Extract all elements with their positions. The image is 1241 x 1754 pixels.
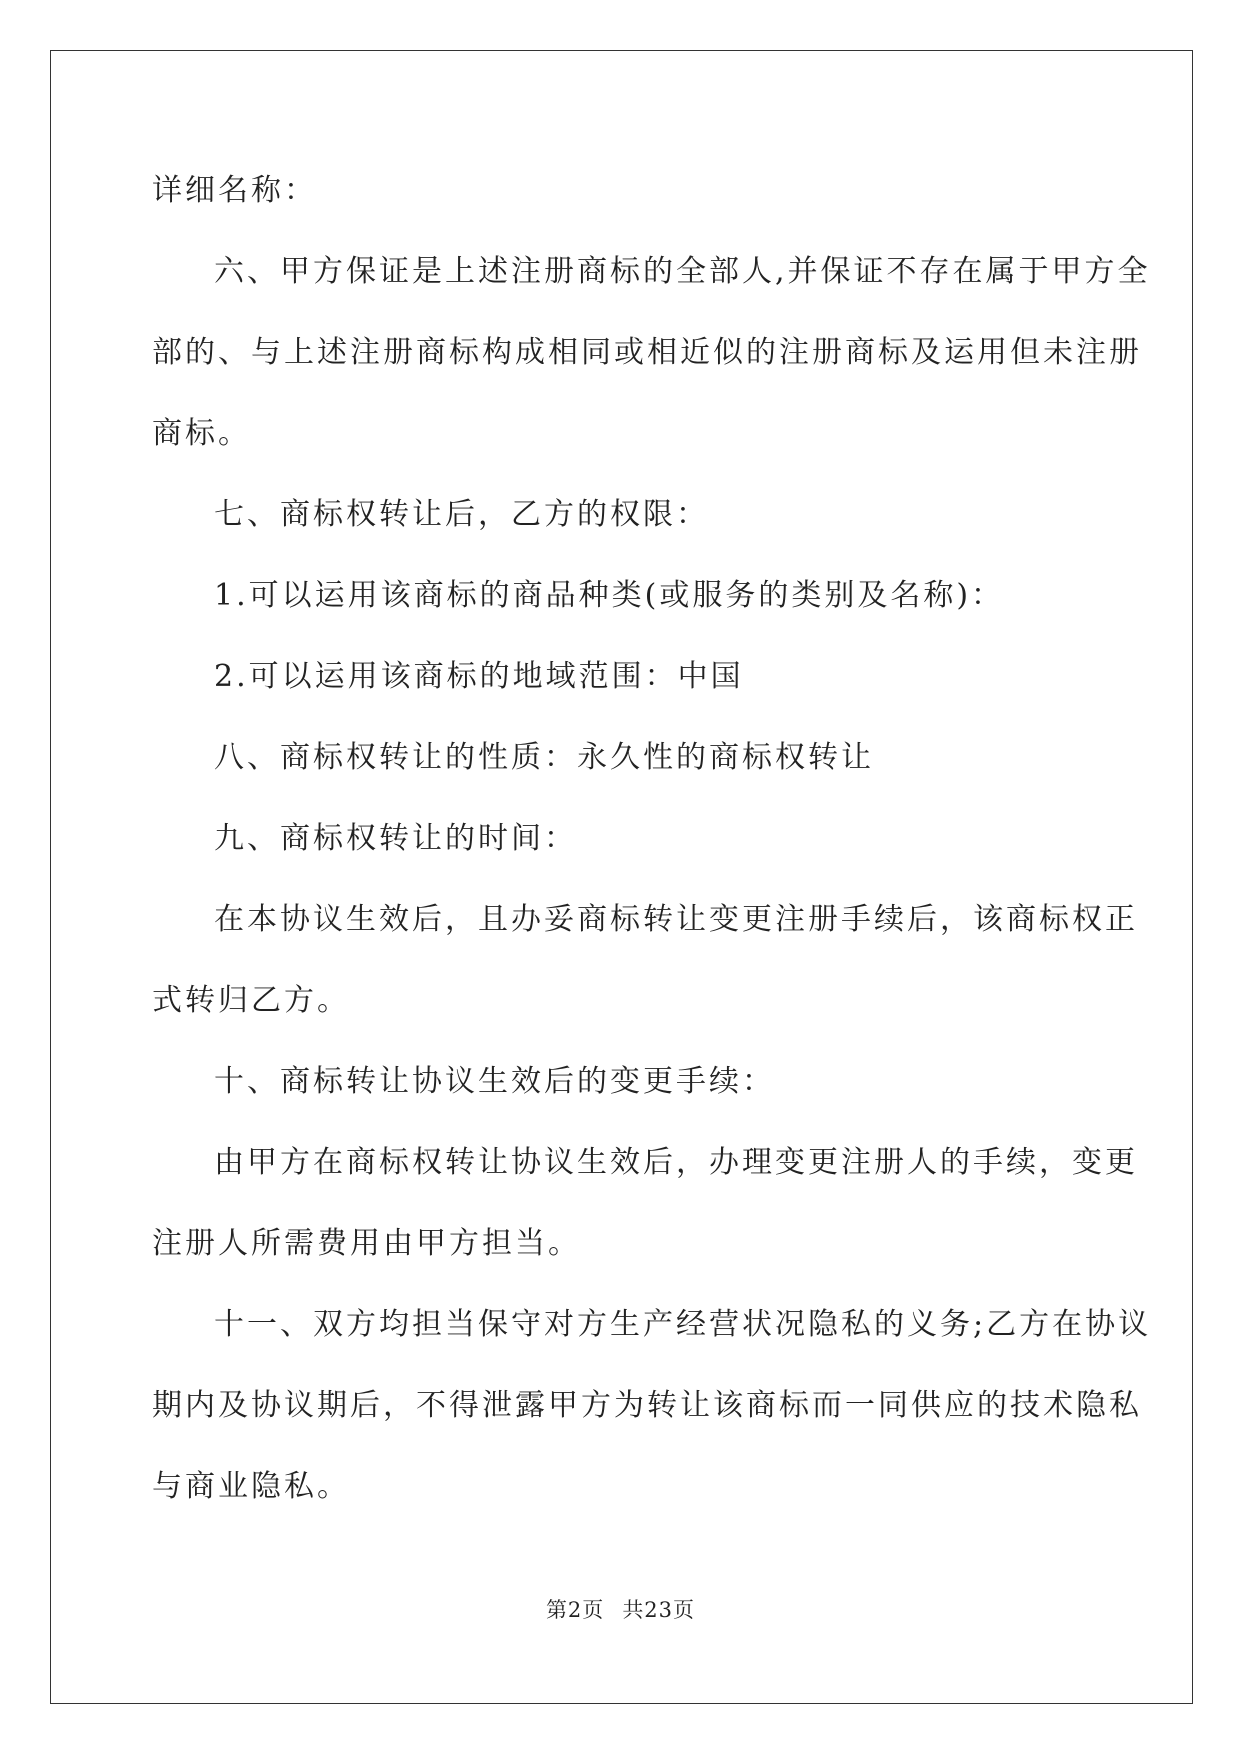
text-line: 商标。	[152, 416, 251, 451]
text-line: 六、甲方保证是上述注册商标的全部人,并保证不存在属于甲方全	[214, 254, 1151, 289]
page-footer	[0, 1594, 1241, 1624]
text-line: 期内及协议期后，不得泄露甲方为转让该商标而一同供应的技术隐私	[152, 1388, 1142, 1423]
text-line: 注册人所需费用由甲方担当。	[152, 1226, 581, 1261]
text-line: 在本协议生效后，且办妥商标转让变更注册手续后，该商标权正	[214, 902, 1138, 937]
document-body	[152, 150, 1152, 1527]
text-line: 七、商标权转让后，乙方的权限：	[214, 497, 709, 532]
text-line: 由甲方在商标权转让协议生效后，办理变更注册人的手续，变更	[214, 1145, 1138, 1180]
page-number: 第2页	[545, 1598, 605, 1622]
text-line: 九、商标权转让的时间：	[214, 821, 577, 856]
text-line: 1.可以运用该商标的商品种类(或服务的类别及名称)：	[214, 578, 1005, 613]
page-total: 共23页	[622, 1598, 696, 1622]
document-text	[152, 150, 1152, 1527]
text-line: 详细名称：	[152, 173, 317, 208]
text-line: 2.可以运用该商标的地域范围：中国	[214, 659, 744, 694]
text-line: 部的、与上述注册商标构成相同或相近似的注册商标及运用但未注册	[152, 335, 1142, 370]
text-line: 十一、双方均担当保守对方生产经营状况隐私的义务;乙方在协议	[214, 1307, 1152, 1342]
text-line: 八、商标权转让的性质：永久性的商标权转让	[214, 740, 874, 775]
text-line: 十、商标转让协议生效后的变更手续：	[214, 1064, 775, 1099]
text-line: 与商业隐私。	[152, 1469, 350, 1504]
text-line: 式转归乙方。	[152, 983, 350, 1018]
